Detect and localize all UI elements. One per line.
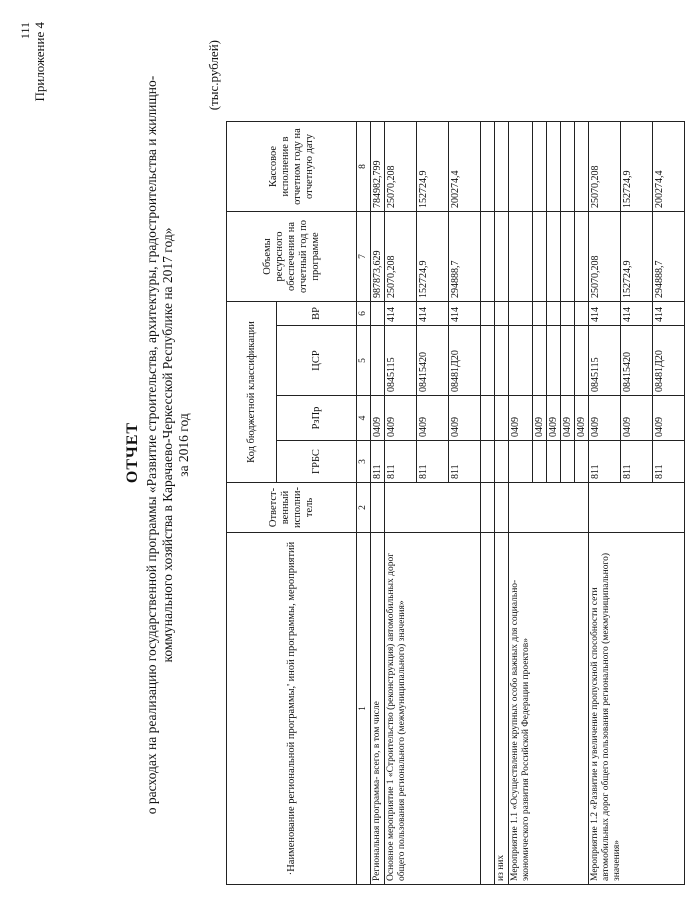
column-number: 8 xyxy=(357,122,371,212)
column-number: 3 xyxy=(357,441,371,483)
cell-grbs: 811 xyxy=(589,441,621,483)
cell-resource: 987873,629 xyxy=(371,212,385,302)
cell-csr: 08415420 xyxy=(417,326,449,396)
header-csr: ЦСР xyxy=(277,326,357,396)
cell-empty xyxy=(481,326,495,396)
cell-empty xyxy=(481,441,495,483)
cell-rzpr: 0409 xyxy=(589,396,621,441)
cell-executor xyxy=(371,483,385,533)
header-cash-execution: Кассовое исполнение в отчетном году на отчетную дату xyxy=(227,122,357,212)
row-name: Мероприятие 1.1 «Осуществление крупных особо важных для социально-экономического развития Российской Федерации проектов» xyxy=(509,533,589,885)
units-label: (тыс.рублей) xyxy=(206,40,221,111)
cell-cash xyxy=(509,122,533,212)
cell-vr xyxy=(371,302,385,326)
cell-resource xyxy=(561,212,575,302)
cell-cash: 200274,4 xyxy=(653,122,685,212)
cell-empty xyxy=(495,396,509,441)
cell-grbs: 811 xyxy=(449,441,481,483)
table-row xyxy=(481,122,495,885)
cell-grbs: 811 xyxy=(417,441,449,483)
cell-rzpr: 0409 xyxy=(547,396,561,441)
cell-csr: 08415420 xyxy=(621,326,653,396)
table-header-row xyxy=(227,122,277,885)
column-number-row xyxy=(357,122,371,885)
header-grbs: ГРБС xyxy=(277,441,357,483)
header-resource-volume: Объемы ресурсного обеспечения на отчетный год по программе xyxy=(227,212,357,302)
row-name: Мероприятие 1.2 «Развитие и увеличение пропускной способности сети автомобильных дорог общего пользования регионального (межмуниципального) значения» xyxy=(589,533,685,885)
subtitle-line: коммунального хозяйства в Карачаево-Черкесской Республике на 2017 год» xyxy=(160,227,175,663)
cell-vr xyxy=(561,302,575,326)
cell-resource xyxy=(575,212,589,302)
cell-cash xyxy=(575,122,589,212)
header-executor: Ответст-венный исполни-тель xyxy=(227,483,357,533)
cell-empty xyxy=(495,441,509,483)
column-number: 2 xyxy=(357,483,371,533)
cell-grbs xyxy=(575,441,589,483)
table-row xyxy=(589,122,621,885)
cell-cash: 152724,9 xyxy=(417,122,449,212)
cell-rzpr: 0409 xyxy=(653,396,685,441)
cell-cash: 784982,799 xyxy=(371,122,385,212)
cell-grbs xyxy=(509,441,533,483)
cell-vr xyxy=(575,302,589,326)
cell-empty xyxy=(495,326,509,396)
expense-report-table xyxy=(226,121,685,885)
cell-empty xyxy=(481,212,495,302)
header-name: ·Наименование региональной программы,' иной программы, мероприятий xyxy=(227,533,357,885)
cell-executor xyxy=(509,483,589,533)
table-row xyxy=(385,122,417,885)
header-rzpr: РзПр xyxy=(277,396,357,441)
cell-cash xyxy=(547,122,561,212)
cell-rzpr: 0409 xyxy=(449,396,481,441)
cell-vr: 414 xyxy=(653,302,685,326)
cell-executor xyxy=(385,483,481,533)
cell-csr: 0845115 xyxy=(385,326,417,396)
cell-vr: 414 xyxy=(449,302,481,326)
cell-empty xyxy=(481,396,495,441)
cell-grbs: 811 xyxy=(621,441,653,483)
cell-csr xyxy=(547,326,561,396)
cell-resource xyxy=(533,212,547,302)
cell-vr: 414 xyxy=(621,302,653,326)
cell-cash: 200274,4 xyxy=(449,122,481,212)
cell-resource: 152724,9 xyxy=(621,212,653,302)
table-row xyxy=(495,122,509,885)
cell-vr: 414 xyxy=(417,302,449,326)
table-row xyxy=(371,122,385,885)
cell-empty xyxy=(481,302,495,326)
cell-empty xyxy=(495,122,509,212)
cell-grbs: 811 xyxy=(653,441,685,483)
cell-vr: 414 xyxy=(589,302,621,326)
cell-grbs xyxy=(561,441,575,483)
cell-cash xyxy=(533,122,547,212)
cell-csr: 08481Д20 xyxy=(653,326,685,396)
document-title: ОТЧЕТ xyxy=(124,421,141,484)
cell-resource xyxy=(509,212,533,302)
cell-rzpr: 0409 xyxy=(385,396,417,441)
cell-csr xyxy=(561,326,575,396)
cell-grbs: 811 xyxy=(371,441,385,483)
column-number: 7 xyxy=(357,212,371,302)
cell-rzpr: 0409 xyxy=(575,396,589,441)
cell-resource: 294888,7 xyxy=(653,212,685,302)
cell-csr: 08481Д20 xyxy=(449,326,481,396)
row-name: Основное мероприятие 1 «Строительство (реконструкция) автомобильных дорог общего пользования регионального (межмуниципального) значения» xyxy=(385,533,481,885)
cell-grbs: 811 xyxy=(385,441,417,483)
row-name: из них xyxy=(495,533,509,885)
header-budget-code: Код бюджетной классификации xyxy=(227,302,277,483)
cell-executor xyxy=(589,483,685,533)
cell-empty xyxy=(481,483,495,533)
cell-empty xyxy=(495,302,509,326)
appendix-label: Приложение 4 xyxy=(32,22,47,102)
cell-resource: 294888,7 xyxy=(449,212,481,302)
cell-grbs xyxy=(533,441,547,483)
cell-cash xyxy=(561,122,575,212)
cell-cash: 25070,208 xyxy=(589,122,621,212)
cell-rzpr: 0409 xyxy=(417,396,449,441)
page-number: 111 xyxy=(18,22,32,40)
row-name: Региональная программа- всего, в том числе xyxy=(371,533,385,885)
cell-vr xyxy=(509,302,533,326)
cell-rzpr: 0409 xyxy=(621,396,653,441)
cell-csr xyxy=(509,326,533,396)
column-number: 1 xyxy=(357,533,371,885)
cell-grbs xyxy=(547,441,561,483)
document-subtitle xyxy=(144,65,192,825)
cell-resource xyxy=(547,212,561,302)
cell-csr: 0845115 xyxy=(589,326,621,396)
cell-resource: 152724,9 xyxy=(417,212,449,302)
column-number: 6 xyxy=(357,302,371,326)
cell-rzpr: 0409 xyxy=(509,396,533,441)
cell-vr xyxy=(533,302,547,326)
cell-rzpr: 0409 xyxy=(533,396,547,441)
cell-empty xyxy=(481,533,495,885)
header-vr: ВР xyxy=(277,302,357,326)
cell-csr xyxy=(533,326,547,396)
cell-cash: 152724,9 xyxy=(621,122,653,212)
table-row xyxy=(509,122,533,885)
cell-rzpr: 0409 xyxy=(561,396,575,441)
cell-empty xyxy=(495,483,509,533)
cell-empty xyxy=(481,122,495,212)
column-number: 5 xyxy=(357,326,371,396)
cell-rzpr: 0409 xyxy=(371,396,385,441)
subtitle-line: о расходах на реализацию государственной программы «Развитие строительства, архитектуры, градостроительства и жилищно- xyxy=(144,75,159,815)
cell-csr xyxy=(575,326,589,396)
cell-resource: 25070,208 xyxy=(589,212,621,302)
column-number: 4 xyxy=(357,396,371,441)
cell-vr: 414 xyxy=(385,302,417,326)
cell-cash: 25070,208 xyxy=(385,122,417,212)
cell-csr xyxy=(371,326,385,396)
cell-empty xyxy=(495,212,509,302)
subtitle-period: за 2016 год xyxy=(176,413,191,477)
cell-resource: 25070,208 xyxy=(385,212,417,302)
cell-vr xyxy=(547,302,561,326)
